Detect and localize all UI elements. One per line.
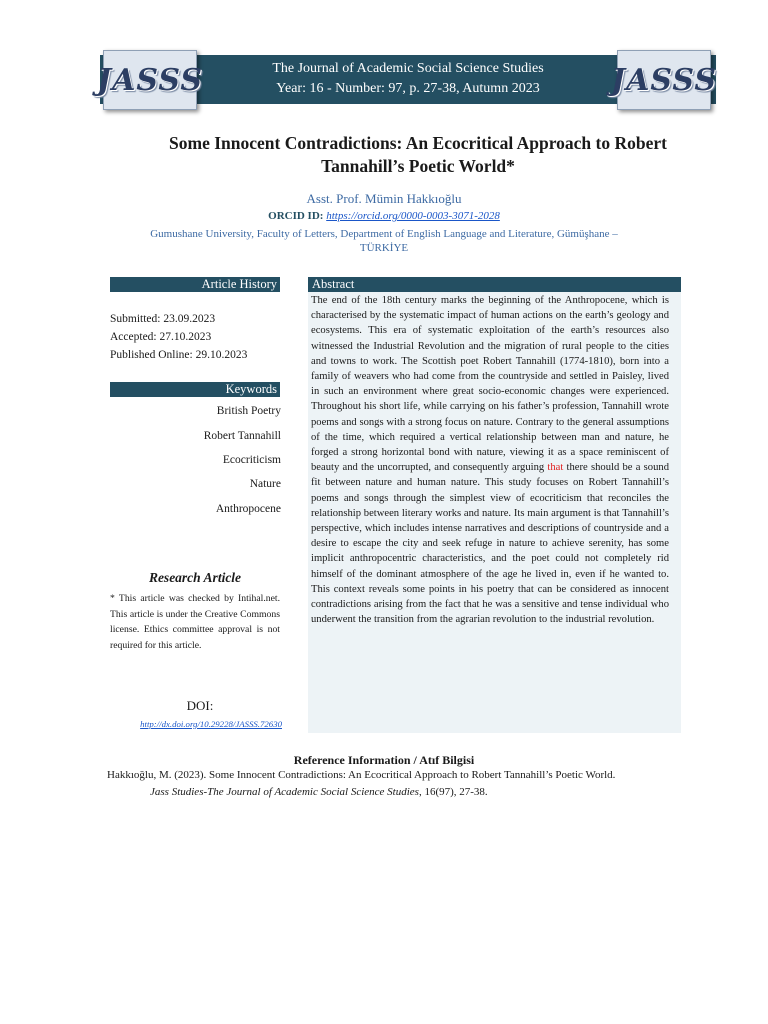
abstract-text-part1: The end of the 18th century marks the beginning of the Anthropocene, which is characterised by the systematic impact of human actions on the earth’s geology and ecosystems. This era of systematic exploitation of the earth’s resources also witnessed the Industrial Revolution and the migration of rural people to the cities and towns to work. The Scottish poet Robert Tannahill (1774-1810), born into a family of weavers who had come from the countryside and settled in Paisley, lived in such an environment where great socio-economic changes were experienced. Throughout his short life, while carrying on his father’s profession, Tannahill wrote poems and songs with a strong focus on nature. Contrary to the general assumptions of the time, which required a vertical relationship between man and nature, he forged a strong horizontal bond with nature, viewing it as a space reminiscent of beauty and the uncorrupted, and consequently arguing — [311, 295, 669, 474]
keyword-item: Robert Tannahill — [203, 430, 281, 442]
orcid-label: ORCID ID: — [268, 210, 324, 222]
reference-details: , 16(97), 27-38. — [418, 786, 488, 798]
submitted-date: Submitted: 23.09.2023 — [110, 313, 216, 325]
keyword-item: Ecocriticism — [222, 454, 281, 466]
keyword-item: British Poetry — [216, 405, 281, 417]
keywords-heading: Keywords — [110, 382, 280, 397]
article-history-heading: Article History — [110, 277, 280, 292]
reference-heading: Reference Information / Atıf Bilgisi — [293, 753, 475, 767]
doi-label: DOI: — [186, 698, 214, 713]
abstract-text-part2: there should be a sound fit between nature and human nature. This study focuses on Robert Tannahill’s poems and songs through the simplest view of ecocriticism that reconciles the relationship between literary works and nature. Its main argument is that Tannahill’s perspective, which includes intense narratives and descriptions of countryside and a desire to escape the city and seek refuge in nature to achieve serenity, has some implicit anthropocentric characteristics, and the poet could not completely rid himself of the dominant atmosphere of the age he lived in, even if he wanted to. This context reveals some points in his poetry that can be considered as innocent contradictions arising from the fact that he was a sensitive and tense individual who underwent the transition from the agrarian revolution to the industrial revolution. — [311, 462, 669, 626]
abstract-text — [311, 293, 669, 627]
article-history — [110, 310, 285, 364]
abstract-heading: Abstract — [308, 277, 681, 292]
reference-citation-line2 — [150, 786, 710, 798]
article-type-label: Research Article — [148, 570, 242, 585]
affiliation-line2: TÜRKİYE — [359, 242, 409, 254]
doi-link[interactable]: http://dx.doi.org/10.29228/JASSS.72630 — [140, 719, 282, 729]
issue-info: Year: 16 - Number: 97, p. 27-38, Autumn 2023 — [276, 81, 540, 96]
accepted-date: Accepted: 27.10.2023 — [110, 331, 212, 343]
journal-logo-left — [96, 50, 204, 110]
logo-text: JASSS — [610, 62, 718, 98]
affiliation-line1: Gumushane University, Faculty of Letters, Department of English Language and Literature, Gümüşhane – — [150, 228, 618, 240]
author-name: Asst. Prof. Mümin Hakkıoğlu — [306, 191, 462, 206]
keyword-item: Nature — [249, 478, 281, 490]
orcid-line — [100, 210, 668, 222]
published-date: Published Online: 29.10.2023 — [110, 349, 248, 361]
keyword-item: Anthropocene — [215, 503, 281, 515]
abstract-highlighted-word: that — [547, 462, 564, 474]
journal-name: The Journal of Academic Social Science Studies — [272, 61, 544, 76]
article-title — [140, 132, 696, 178]
journal-logo-right — [610, 50, 718, 110]
reference-citation-line1: Hakkıoğlu, M. (2023). Some Innocent Contradictions: An Ecocritical Approach to Robert Tannahill’s Poetic World. — [107, 769, 616, 781]
article-note: * This article was checked by Intihal.net. This article is under the Creative Commons license. Ethics committee approval is not required for this article. — [110, 593, 280, 651]
affiliation — [100, 227, 668, 255]
orcid-link[interactable]: https://orcid.org/0000-0003-3071-2028 — [326, 210, 500, 222]
article-title-line1: Some Innocent Contradictions: An Ecocritical Approach to Robert — [169, 133, 667, 153]
article-title-line2: Tannahill’s Poetic World* — [321, 156, 515, 176]
logo-text: JASSS — [96, 62, 204, 98]
reference-journal: Jass Studies-The Journal of Academic Social Science Studies — [150, 786, 419, 798]
